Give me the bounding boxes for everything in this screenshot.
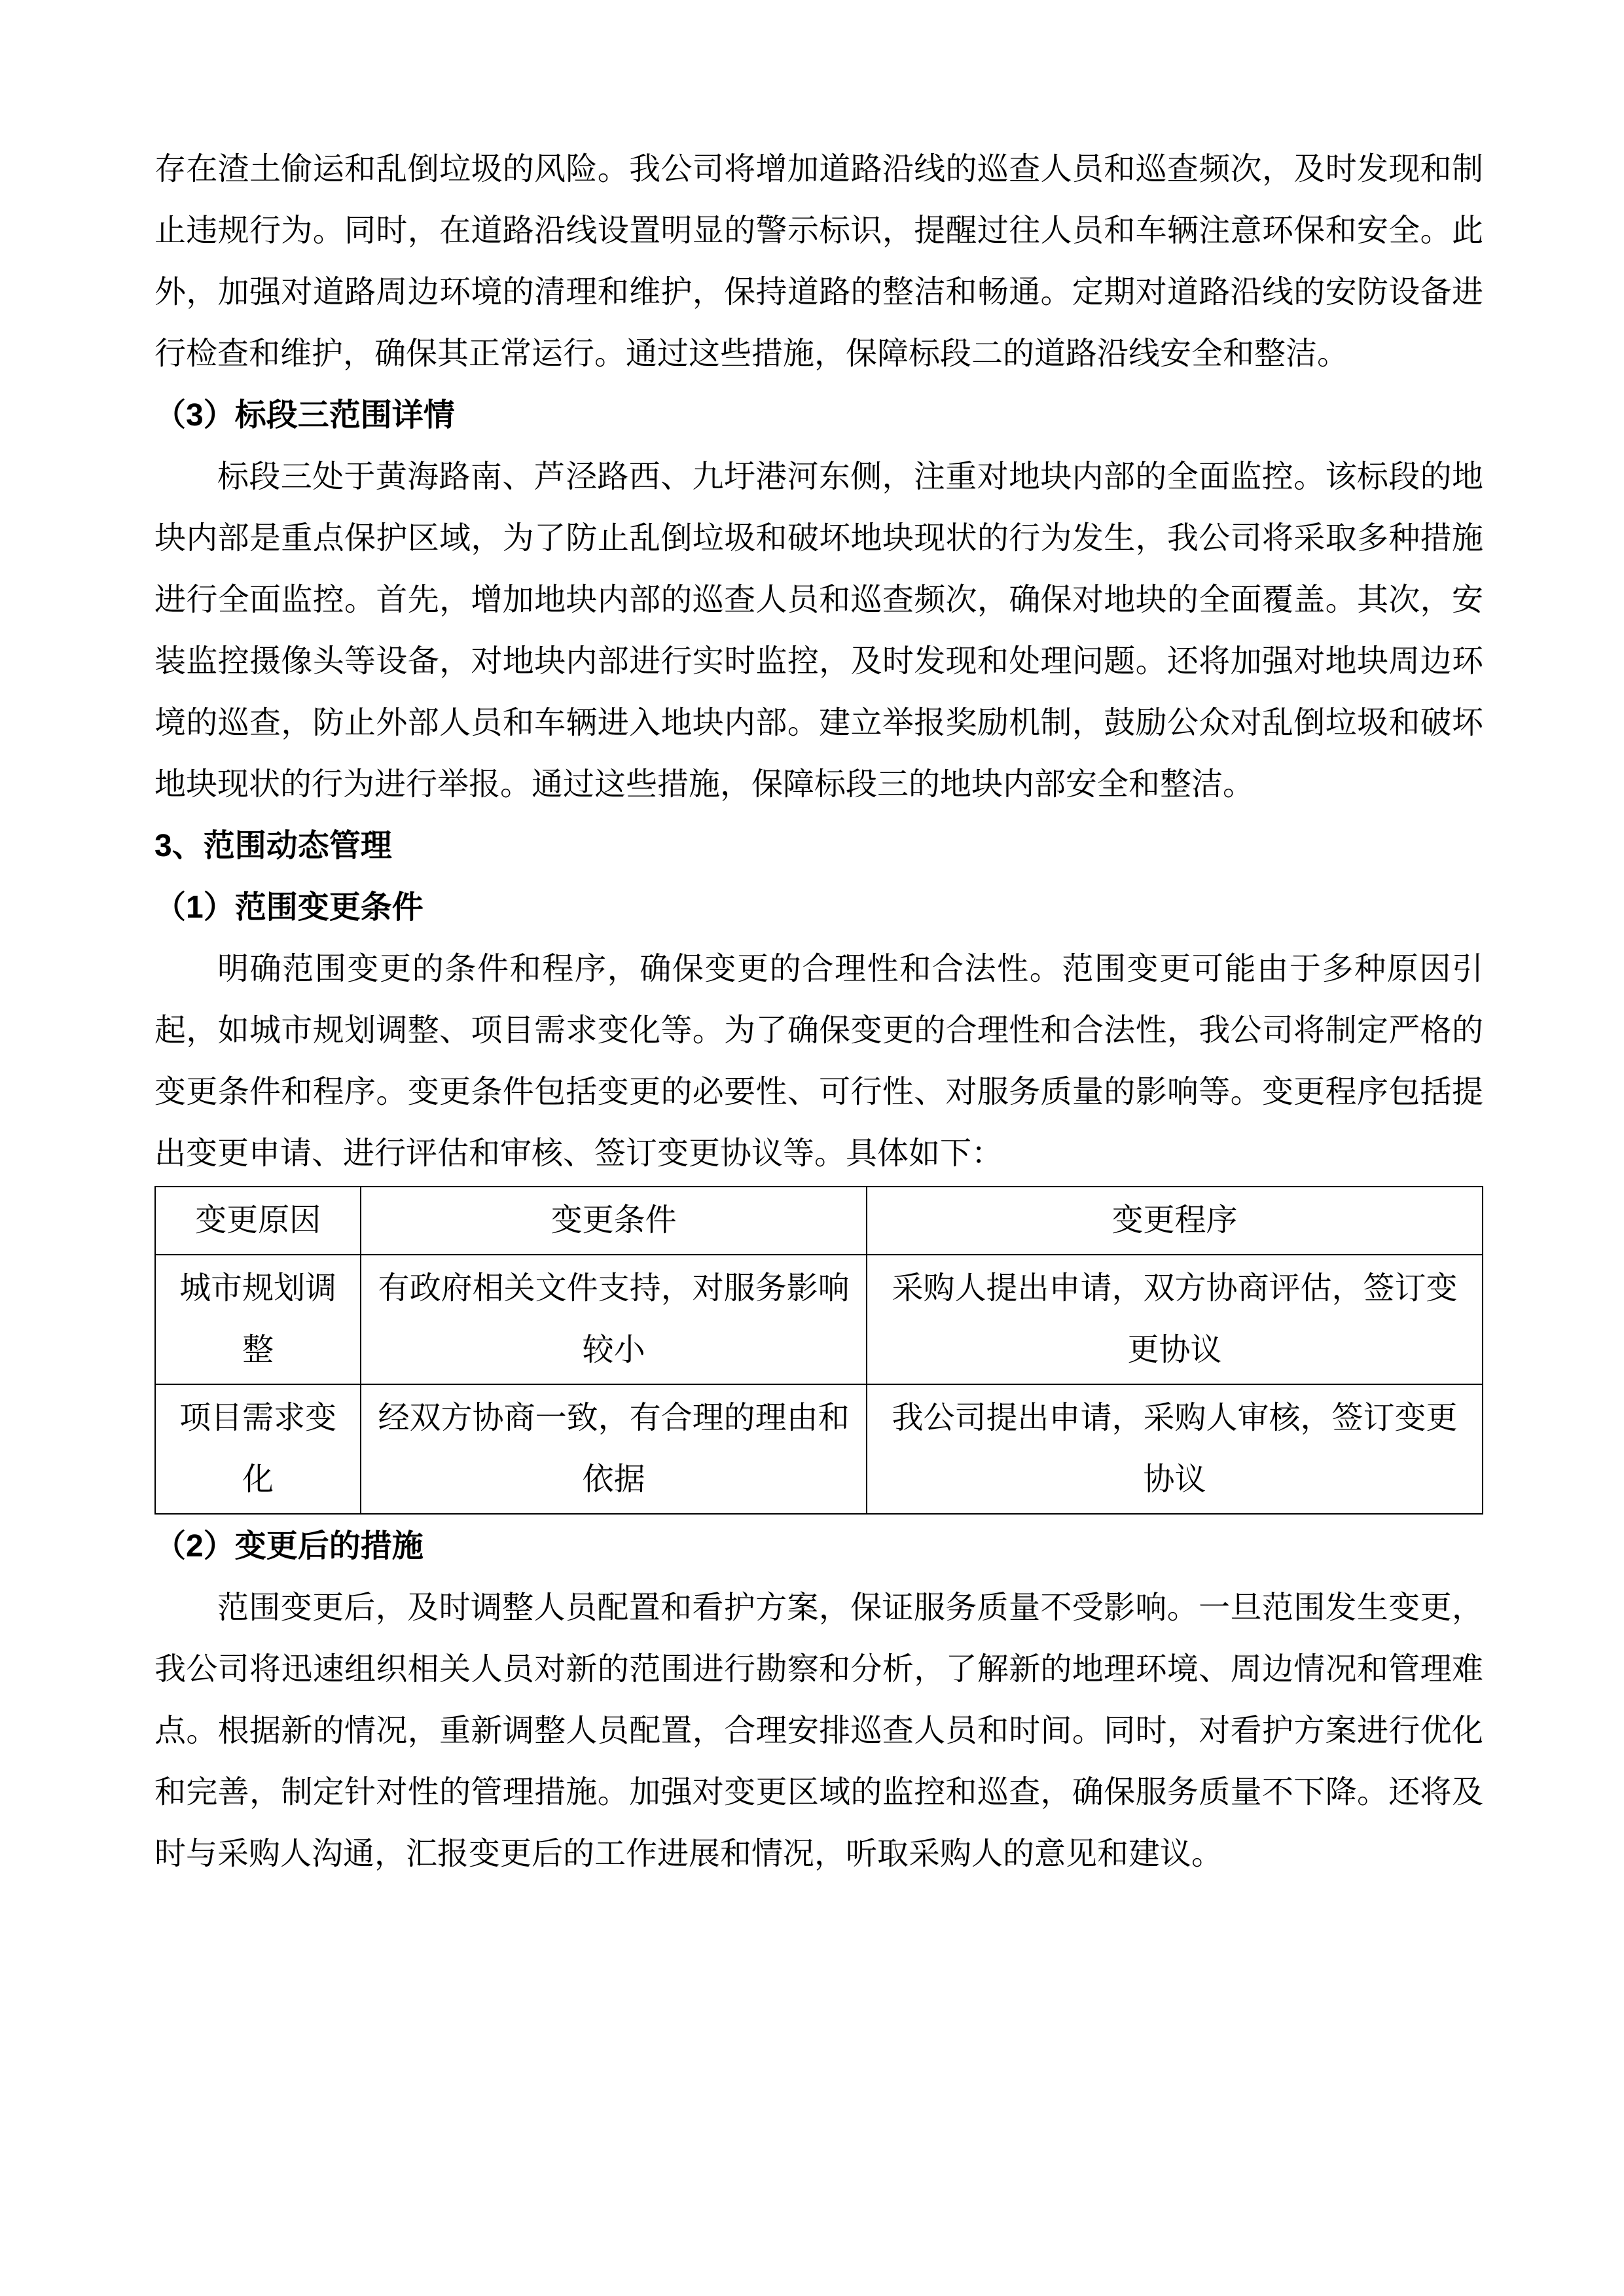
- table-header-change-reason: 变更原因: [155, 1187, 361, 1255]
- heading-scope-dynamic-management: 3、范围动态管理: [154, 829, 392, 863]
- table-cell-reason-project-demand: 项目需求变化: [155, 1384, 361, 1514]
- table-row: [155, 1255, 1483, 1384]
- paragraph-measures-after-change: 范围变更后，及时调整人员配置和看护方案，保证服务质量不受影响。一旦范围发生变更，我公司将迅速组织相关人员对新的范围进行勘察和分析，了解新的地理环境、周边情况和管理难点。根据新的情况，重新调整人员配置，合理安排巡查人员和时间。同时，对看护方案进行优化和完善，制定针对性的管理措施。加强对变更区域的监控和巡查，确保服务质量不下降。还将及时与采购人沟通，汇报变更后的工作进展和情况，听取采购人的意见和建议。: [154, 1590, 1483, 1871]
- paragraph-section3-detail: 标段三处于黄海路南、芦泾路西、九圩港河东侧，注重对地块内部的全面监控。该标段的地块内部是重点保护区域，为了防止乱倒垃圾和破坏地块现状的行为发生，我公司将采取多种措施进行全面监控。首先，增加地块内部的巡查人员和巡查频次，确保对地块的全面覆盖。其次，安装监控摄像头等设备，对地块内部进行实时监控，及时发现和处理问题。还将加强对地块周边环境的巡查，防止外部人员和车辆进入地块内部。建立举报奖励机制，鼓励公众对乱倒垃圾和破坏地块现状的行为进行举报。通过这些措施，保障标段三的地块内部安全和整洁。: [154, 459, 1483, 802]
- paragraph-change-condition: 明确范围变更的条件和程序，确保变更的合理性和合法性。范围变更可能由于多种原因引起，如城市规划调整、项目需求变化等。为了确保变更的合理性和合法性，我公司将制定严格的变更条件和程序。变更条件包括变更的必要性、可行性、对服务质量的影响等。变更程序包括提出变更申请、进行评估和审核、签订变更协议等。具体如下：: [154, 952, 1483, 1171]
- heading-scope-change-condition: （1）范围变更条件: [154, 890, 424, 925]
- table-header-change-condition: 变更条件: [361, 1187, 867, 1255]
- table-header-change-procedure: 变更程序: [867, 1187, 1483, 1255]
- table-cell-condition-urban-planning: 有政府相关文件支持，对服务影响较小: [361, 1255, 867, 1384]
- paragraph-road-patrol-continuation: 存在渣土偷运和乱倒垃圾的风险。我公司将增加道路沿线的巡查人员和巡查频次，及时发现和制止违规行为。同时，在道路沿线设置明显的警示标识，提醒过往人员和车辆注意环保和安全。此外，加强对道路周边环境的清理和维护，保持道路的整洁和畅通。定期对道路沿线的安防设备进行检查和维护，确保其正常运行。通过这些措施，保障标段二的道路沿线安全和整洁。: [154, 152, 1483, 371]
- table-row: [155, 1384, 1483, 1514]
- heading-measures-after-change: （2）变更后的措施: [154, 1529, 424, 1564]
- table-cell-procedure-urban-planning: 采购人提出申请，双方协商评估，签订变更协议: [867, 1255, 1483, 1384]
- table-cell-condition-project-demand: 经双方协商一致，有合理的理由和依据: [361, 1384, 867, 1514]
- table-cell-reason-urban-planning: 城市规划调整: [155, 1255, 361, 1384]
- table-header-row: [155, 1187, 1483, 1255]
- table-cell-procedure-project-demand: 我公司提出申请，采购人审核，签订变更协议: [867, 1384, 1483, 1514]
- scope-change-table: [154, 1186, 1483, 1515]
- heading-section3-scope-detail: （3）标段三范围详情: [154, 398, 455, 433]
